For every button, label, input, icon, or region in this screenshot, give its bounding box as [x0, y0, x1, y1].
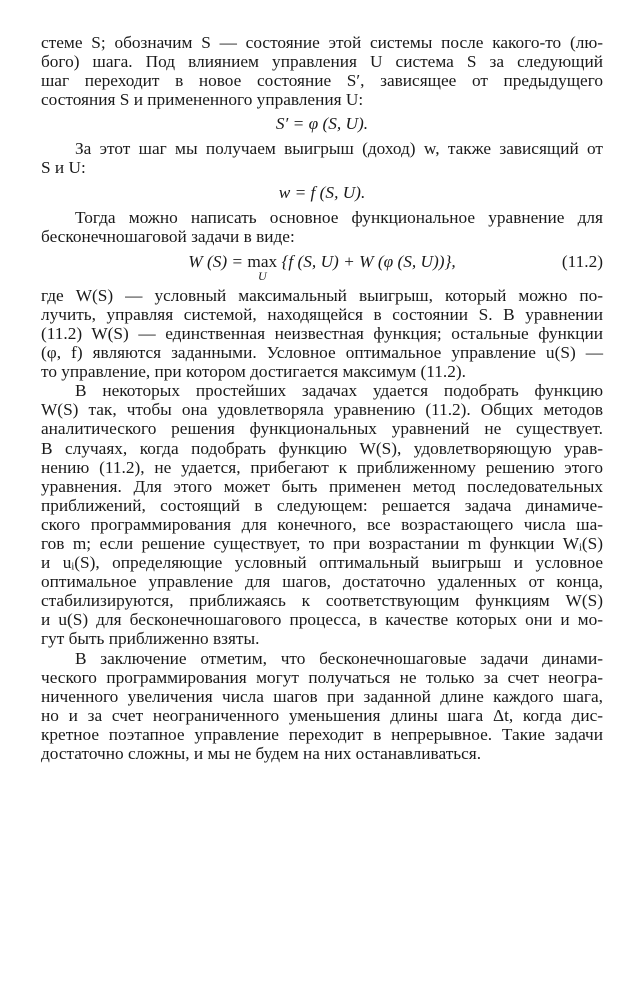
paragraph-5	[41, 381, 603, 648]
text-line: шаг переходит в новое состояние S′, зависящее от предыдущего	[41, 71, 603, 91]
max-operator	[247, 246, 278, 283]
text-line: нению (11.2), не удается, прибегают к приближенному решению этого	[41, 457, 603, 477]
paragraph-2	[41, 139, 603, 177]
text-line: и uᵢ(S), определяющие условный оптимальный выигрыш и условное	[41, 553, 603, 573]
text-line: оптимальное управление для шагов, достаточно удаленных от конца,	[41, 572, 603, 592]
text-line: ческого программирования могут получаться не только за счет неогра-	[41, 667, 603, 687]
text-line: В некоторых простейших задачах удается подобрать функцию	[75, 381, 603, 401]
equation-left: W (S) =	[188, 251, 248, 271]
text-line: кретное поэтапное управление переходит в непрерывное. Такие задачи	[41, 724, 603, 744]
text-line: бого) шага. Под влиянием управления U система S за следующий	[41, 52, 603, 72]
text-line: (11.2) W(S) — единственная неизвестная функция; остальные функции	[41, 323, 603, 343]
text-line: достаточно сложны, и мы не будем на них останавливаться.	[41, 744, 482, 763]
text-line: и u(S) для бесконечношагового процесса, в качестве которых они и мо-	[41, 610, 603, 630]
paragraph-6	[41, 649, 603, 764]
text-line: гов m; если решение существует, то при возрастании m функции Wᵢ(S)	[41, 533, 603, 553]
text-line: Тогда можно написать основное функциональное уравнение для	[75, 207, 603, 227]
equation-state-transition: S′ = φ (S, U).	[275, 114, 369, 134]
text-line: ского программирования для конечного, все возрастающего числа ша-	[41, 514, 603, 534]
equation-gain: w = f (S, U).	[278, 182, 366, 202]
text-line: В заключение отметим, что бесконечношаговые задачи динами-	[75, 648, 603, 668]
spacer	[41, 278, 603, 286]
text-line: В случаях, когда подобрать функцию W(S), удовлетворяющую урав-	[41, 438, 603, 458]
text-line: За этот шаг мы получаем выигрыш (доход) w, также зависящий от	[75, 139, 603, 159]
text-line: но и за счет неограниченного уменьшения длины шага Δt, когда дис-	[41, 705, 603, 725]
text-line: состояния S и примененного управления U:	[41, 90, 364, 110]
text-line: то управление, при котором достигается максимум (11.2).	[41, 362, 466, 382]
max-subscript: U	[257, 268, 267, 283]
text-line: где W(S) — условный максимальный выигрыш, который можно по-	[41, 285, 603, 305]
text-line: гут быть приближенно взяты.	[41, 629, 260, 649]
text-line: стабилизируются, приближаясь к соответствующим функциям W(S)	[41, 591, 603, 611]
text-line: S и U:	[41, 158, 86, 178]
max-label: max	[247, 251, 278, 271]
text-line: аналитического решения функциональных уравнений не существует.	[41, 419, 603, 439]
paragraph-4	[41, 286, 603, 381]
text-line: W(S) так, чтобы она удовлетворяла уравнению (11.2). Общих методов	[41, 400, 603, 420]
equation-functional	[41, 246, 603, 283]
text-line: уравнения. Для этого может быть применен метод последовательных	[41, 476, 603, 496]
equation-number: (11.2)	[561, 251, 603, 271]
text-line: ниченного увеличения числа шагов при заданной длине каждого шага,	[41, 686, 603, 706]
text-line: лучить, управляя системой, находящейся в состоянии S. В уравнении	[41, 304, 603, 324]
text-line: стеме S; обозначим S — состояние этой системы после какого-то (лю-	[41, 33, 603, 52]
text-line: (φ, f) являются заданными. Условное оптимальное управление u(S) —	[41, 343, 603, 363]
text-line: приближений, состоящий в следующем: решается задача динамиче-	[41, 495, 603, 515]
paragraph-1	[41, 33, 603, 109]
text-column	[41, 33, 603, 763]
text-line: бесконечношаговой задачи в виде:	[41, 226, 295, 246]
equation-right: {f (S, U) + W (φ (S, U))},	[277, 251, 456, 271]
paragraph-3	[41, 208, 603, 246]
